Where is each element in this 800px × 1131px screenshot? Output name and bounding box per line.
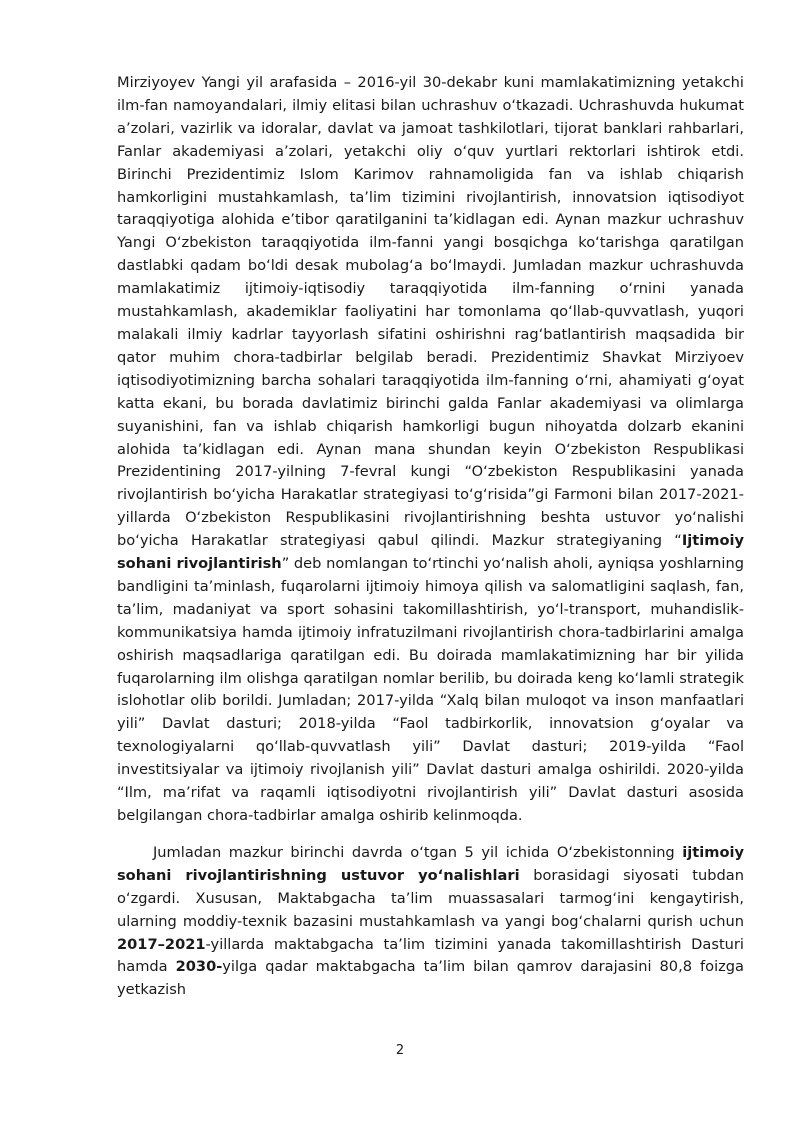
paragraph-1-text: Mirziyoyev Yangi yil arafasida – 2016-yil 30-dekabr kuni mamlakatimizning yetakchi ilm-fan namoyandalari, ilmiy elitasi bilan uchrashuv o‘tkazadi. Uchrashuvda hukumat a’zolari, vazirlik va idoralar, davlat va jamoat tashkilotlari, tijorat banklari rahbarlari, Fanlar akademiyasi a’zolari, yetakchi oliy o‘quv yurtlari rektorlari ishtirok etdi. Birinchi Prezidentimiz Islom Karimov rahnamoligida fan va ishlab chiqarish hamkorligini mustahkamlash, ta’lim tizimini rivojlantirish, innovatsion iqtisodiyot taraqqiyotiga alohida e’tibor qaratilganini ta’kidlagan edi. Aynan mazkur uchrashuv Yangi O‘zbekiston taraqqiyotida ilm-fanni yangi bosqichga ko‘tarishga qaratilgan dastlabki qadam bo‘ldi desak mubolag‘a bo‘lmaydi. Jumladan mazkur uchrashuvda mamlakatimiz ijtimoiy-iqtisodiy taraqqiyotida ilm-fanning o‘rnini yanada mustahkamlash, akademiklar faoliyatini har tomonlama qo‘llab-quvvatlash, yuqori malakali ilmiy kadrlar tayyorlash sifatini oshirishni rag‘batlantirish maqsadida bir qator muhim chora-tadbirlar belgilab beradi. Prezidentimiz Shavkat Mirziyoev iqtisodiyotimizning barcha sohalari taraqqiyotida ilm-fanning o‘rni, ahamiyati g‘oyat katta ekani, bu borada davlatimiz birinchi galda Fanlar akademiyasi va olimlarga suyanishini, fan va ishlab chiqarish hamkorligi bugun nihoyatda dolzarb ekanini alohida ta’kidlagan edi. Aynan mana shundan keyin O‘zbekiston Respublikasi Prezidentining 2017-yilning 7-fevral kungi “O‘zbekiston Respublikasini yanada rivojlantirish bo‘yicha Harakatlar strategiyasi to‘g‘risida”gi Farmoni bilan 2017-2021-yillarda O‘zbekiston Respublikasini rivojlantirishning beshta ustuvor yo‘nalishi bo‘yicha Harakatlar strategiyasi qabul qilindi. Mazkur strategiyaning “ [117,74,744,550]
body-text [117,72,744,1002]
paragraph-2-text-continued: borasidagi siyosati tubdan o‘zgardi. Xususan, Maktabgacha ta’lim muassasalari tarmog‘ini kengaytirish, ularning moddiy-texnik bazasini mustahkamlash va yangi bog‘chalarni qurish uchun [117,866,744,930]
paragraph-2-bold-years: 2017–2021 [117,935,206,953]
paragraph-1 [117,72,744,828]
paragraph-2-bold-year-2030: 2030- [175,958,223,976]
paragraph-2-text: Jumladan mazkur birinchi davrda o‘tgan 5 yil ichida O‘zbekistonning [153,843,683,861]
page-number: 2 [395,1043,405,1058]
paragraph-2 [117,842,744,1002]
paragraph-1-bold-term: Ijtimoiy sohani rivojlantirish [117,532,744,573]
paragraph-1-text-continued: ” deb nomlangan to‘rtinchi yo‘nalish aholi, ayniqsa yoshlarning bandligini ta’minlash, fuqarolarni ijtimoiy himoya qilish va salomatligini saqlash, fan, ta’lim, madaniyat va sport sohasini takomillashtirish, yo‘l-transport, muhandislik-kommunikatsiya hamda ijtimoiy infratuzilmani rivojlantirish chora-tadbirlarini amalga oshirish maqsadlariga qaratilgan edi. Bu doirada mamlakatimizning har bir yilida fuqarolarning ilm olishga qaratilgan nomlar berilib, bu doirada keng ko‘lamli strategik islohotlar olib borildi. Jumladan; 2017-yilda “Xalq bilan muloqot va inson manfaatlari yili” Davlat dasturi; 2018-yilda “Faol tadbirkorlik, innovatsion g‘oyalar va texnologiyalarni qo‘llab-quvvatlash yili” Davlat dasturi; 2019-yilda “Faol investitsiyalar va ijtimoiy rivojlanish yili” Davlat dasturi amalga oshirildi. 2020-yilda “Ilm, ma’rifat va raqamli iqtisodiyotni rivojlantirish yili” Davlat dasturi asosida belgilangan chora-tadbirlar amalga oshirib kelinmoqda. [117,555,744,824]
paragraph-2-text-continued-3: yilga qadar maktabgacha ta’lim bilan qamrov darajasini 80,8 foizga yetkazish [117,958,744,999]
paragraph-2-bold-term: ijtimoiy sohani rivojlantirishning ustuvor yo‘nalishlari [117,843,744,884]
paragraph-2-text-continued-2: -yillarda maktabgacha ta’lim tizimini yanada takomillashtirish Dasturi hamda [117,935,744,976]
